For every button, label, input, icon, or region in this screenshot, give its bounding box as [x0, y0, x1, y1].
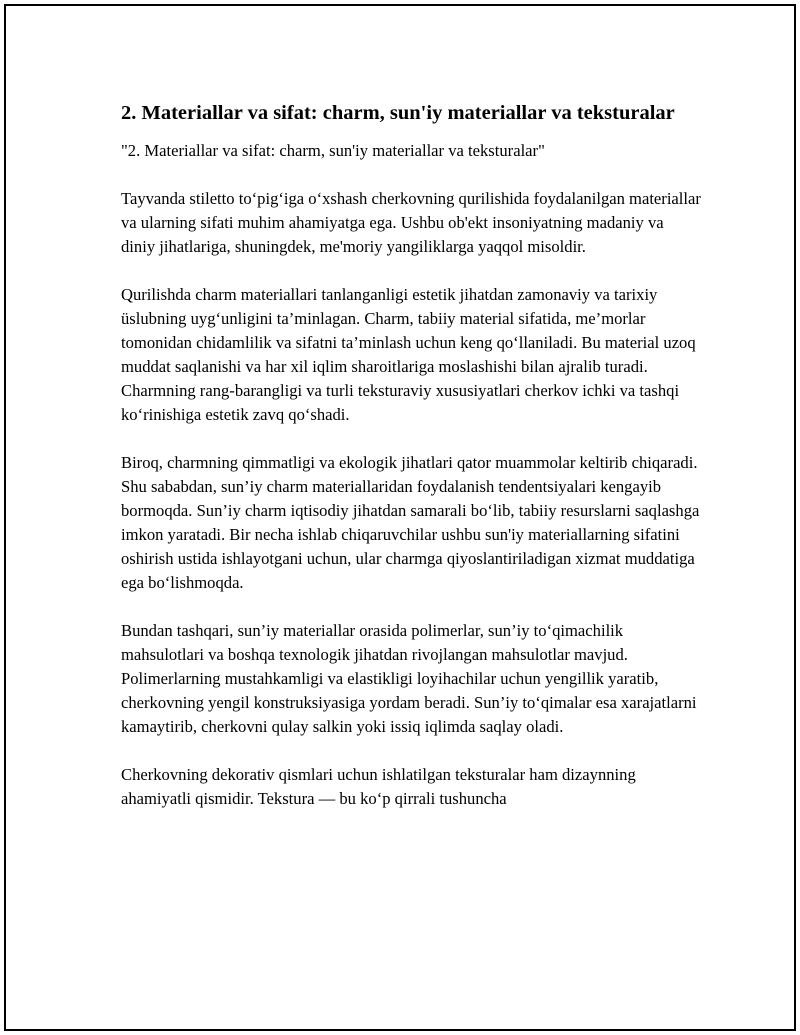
paragraph: Biroq, charmning qimmatligi va ekologik jihatlari qator muammolar keltirib chiqaradi. Shu sababdan, sun’iy charm materiallaridan foydalanish tendentsiyalari kengayib bormoqda. Sun’iy charm iqtisodiy jihatdan samarali bo‘lib, tabiiy resurslarni saqlashga imkon yaratadi. Bir necha ishlab chiqaruvchilar ushbu sun'iy materiallarning sifatini oshirish ustida ishlayotgani uchun, ular charmga qiyoslantiriladigan xizmat muddatiga ega bo‘lishmoqda. [121, 453, 700, 592]
paragraph: Cherkovning dekorativ qismlari uchun ishlatilgan teksturalar ham dizaynning ahamiyatli qismidir. Tekstura — bu ko‘p qirrali tushuncha [121, 765, 636, 808]
quoted-section-title: "2. Materiallar va sifat: charm, sun'iy materiallar va teksturalar" [121, 141, 545, 160]
document-body [121, 100, 701, 811]
page-frame [4, 4, 796, 1031]
paragraph: Tayvanda stiletto to‘pig‘iga o‘xshash cherkovning qurilishida foydalanilgan materiallar va ularning sifati muhim ahamiyatga ega. Ushbu ob'ekt insoniyatning madaniy va diniy jihatlariga, shuningdek, me'moriy yangiliklarga yaqqol misoldir. [121, 189, 701, 256]
paragraph: Qurilishda charm materiallari tanlanganligi estetik jihatdan zamonaviy va tarixiy üslubning uyg‘unligini ta’minlagan. Charm, tabiiy material sifatida, me’morlar tomonidan chidamlilik va sifatni ta’minlash uchun keng qo‘llaniladi. Bu material uzoq muddat saqlanishi va har xil iqlim sharoitlariga moslashishi bilan ajralib turadi. Charmning rang-barangligi va turli teksturaviy xususiyatlari cherkov ichki va tashqi ko‘rinishiga estetik zavq qo‘shadi. [121, 285, 696, 424]
section-title: 2. Materiallar va sifat: charm, sun'iy materiallar va teksturalar [121, 102, 675, 124]
paragraph: Bundan tashqari, sun’iy materiallar orasida polimerlar, sun’iy to‘qimachilik mahsulotlari va boshqa texnologik jihatdan rivojlangan mahsulotlar mavjud. Polimerlarning mustahkamligi va elastikligi loyihachilar uchun yengillik yaratib, cherkovning yengil konstruksiyasiga yordam beradi. Sun’iy to‘qimalar esa xarajatlarni kamaytirib, cherkovni qulay salkin yoki issiq iqlimda saqlay oladi. [121, 621, 697, 736]
